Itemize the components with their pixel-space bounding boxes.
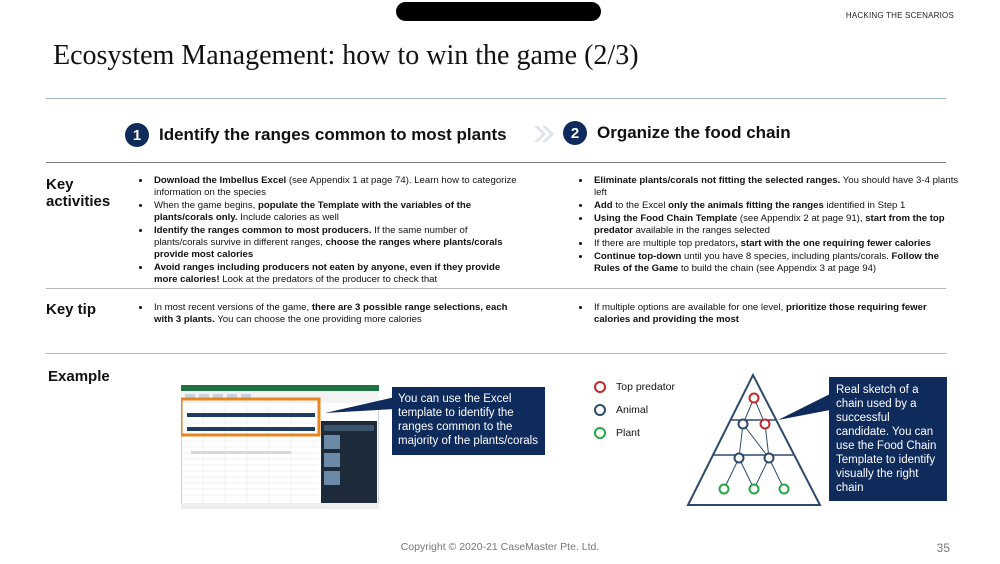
- bullet-text-bold: start from the top predator: [594, 213, 945, 236]
- plant-node: [750, 485, 759, 494]
- copyright-footer: Copyright © 2020-21 CaseMaster Pte. Ltd.: [400, 541, 600, 553]
- bullet-text-bold: Using the Food Chain Template: [594, 213, 738, 224]
- bullet-text-bold: Download the Imbellus Excel: [154, 175, 287, 186]
- bullet-item: [151, 261, 517, 286]
- bullet-item: [151, 224, 517, 261]
- bullet-text-bold: there are 3 possible range selections, each with 3 plants.: [154, 302, 508, 325]
- animal-node: [765, 454, 774, 463]
- key-tip-step1-list: [135, 301, 517, 326]
- bullet-text: If there are multiple top predators: [594, 238, 736, 249]
- chain-legend: [594, 379, 675, 441]
- row-divider-2: [46, 353, 946, 354]
- bullet-item: [591, 237, 961, 250]
- bullet-text-bold: , start with the one requiring fewer calories: [735, 238, 931, 249]
- bullet-text-bold: prioritize those requiring fewer calories and providing the most: [594, 302, 927, 325]
- top-predator-node: [750, 394, 759, 403]
- legend-item-animal: Animal: [594, 402, 675, 418]
- bullet-item: [591, 174, 961, 199]
- step-2-header: [563, 121, 791, 145]
- bullet-text: identified in Step 1: [823, 200, 906, 211]
- bullet-text: until you have 8 species, including plants/corals.: [681, 251, 892, 262]
- excel-callout: You can use the Excel template to identify the ranges common to the majority of the plants/corals: [392, 387, 545, 455]
- bullet-text: Look at the predators of the producer to check that: [219, 274, 438, 285]
- bullet-text: Include calories as well: [237, 212, 339, 223]
- bullet-text-bold: Avoid ranges including producers not eaten by anyone, even if they provide more calories!: [154, 262, 501, 285]
- legend-item-plant: Plant: [594, 425, 675, 441]
- plant-node: [780, 485, 789, 494]
- section-tag: HACKING THE SCENARIOS: [845, 11, 954, 20]
- bullet-text: (see Appendix 2 at page 91),: [737, 213, 866, 224]
- plant-marker-icon: [594, 427, 606, 439]
- bullet-text: You should have 3-4 plants left: [594, 175, 959, 198]
- row-divider-1: [46, 288, 946, 289]
- bullet-text: In most recent versions of the game,: [154, 302, 312, 313]
- top-predator-marker-icon: [594, 381, 606, 393]
- bullet-item: [151, 174, 517, 199]
- bullet-text: If multiple options are available for one level,: [594, 302, 786, 313]
- key-activities-step1-list: [135, 174, 517, 286]
- chevron-arrow-icon: [532, 124, 556, 149]
- bullet-text-bold: Add: [594, 200, 613, 211]
- bullet-text-bold: only the animals fitting the ranges: [668, 200, 824, 211]
- bullet-text: If the same number of plants/corals survive in different ranges,: [154, 225, 468, 248]
- chain-callout-pointer: [778, 394, 830, 427]
- table-divider-top: [46, 162, 946, 163]
- page-number: 35: [936, 541, 950, 555]
- redaction-bar: [396, 2, 601, 21]
- bullet-item: [151, 199, 517, 224]
- bullet-item: [591, 199, 961, 212]
- animal-marker-icon: [594, 404, 606, 416]
- bullet-text-bold: Identify the ranges common to most producers.: [154, 225, 372, 236]
- bullet-text-bold: populate the Template with the variables of the plants/corals only.: [154, 200, 472, 223]
- key-activities-step2-list: [575, 174, 961, 275]
- bullet-item: [591, 250, 961, 275]
- bullet-text-bold: Eliminate plants/corals not fitting the selected ranges.: [594, 175, 841, 186]
- key-tip-step2-list: [575, 301, 961, 326]
- chain-callout: Real sketch of a chain used by a successful candidate. You can use the Food Chain Template to identify visually the right chain: [829, 377, 947, 501]
- bullet-text-bold: choose the ranges where plants/corals provide most calories: [154, 237, 503, 260]
- bullet-text-bold: Follow the Rules of the Game: [594, 251, 939, 274]
- bullet-text: to build the chain (see Appendix 3 at page 94): [678, 263, 877, 274]
- row-label-key-activities: Key activities: [46, 176, 111, 210]
- bullet-item: [591, 212, 961, 237]
- animal-node: [739, 420, 748, 429]
- bullet-text: When the game begins,: [154, 200, 258, 211]
- bullet-item: [591, 301, 961, 326]
- row-label-key-tip: Key tip: [46, 301, 97, 318]
- excel-callout-pointer: [325, 395, 395, 422]
- plant-node: [720, 485, 729, 494]
- title-divider: [46, 98, 946, 99]
- bullet-text: to the Excel: [612, 200, 669, 211]
- step-2-label: Organize the food chain: [597, 123, 791, 142]
- step-1-header: [125, 123, 507, 147]
- bullet-text-bold: Continue top-down: [594, 251, 682, 262]
- step-2-number: 2: [563, 121, 587, 145]
- bullet-text: (see Appendix 1 at page 74). Learn how to categorize information on the species: [154, 175, 517, 198]
- bullet-item: [151, 301, 517, 326]
- row-label-example: Example: [48, 368, 110, 385]
- top-predator-node: [761, 420, 770, 429]
- bullet-text: You can choose the one providing more calories: [214, 314, 422, 325]
- step-1-label: Identify the ranges common to most plants: [159, 125, 507, 144]
- legend-item-top-predator: Top predator: [594, 379, 675, 395]
- animal-node: [735, 454, 744, 463]
- page-title: Ecosystem Management: how to win the game (2/3): [53, 40, 639, 71]
- step-1-number: 1: [125, 123, 149, 147]
- bullet-text: available in the ranges selected: [632, 225, 770, 236]
